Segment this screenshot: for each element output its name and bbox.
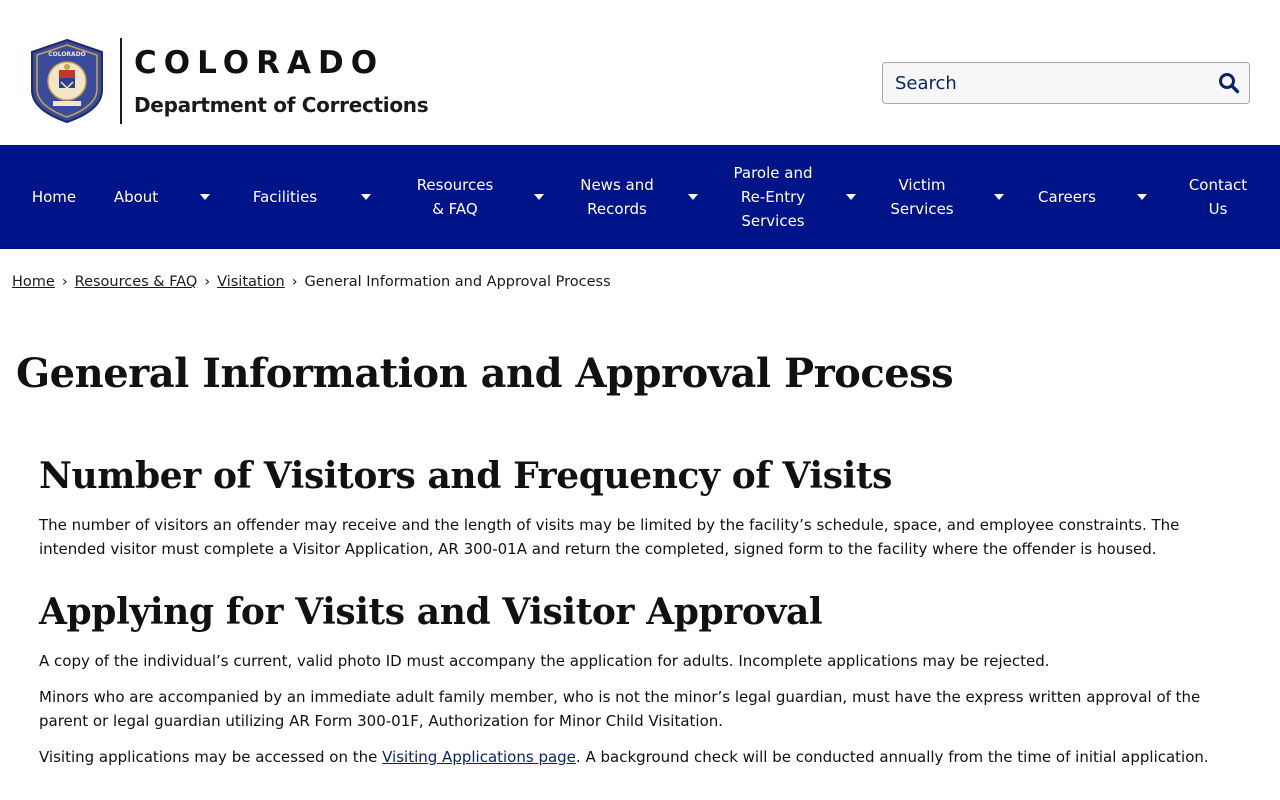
caret-down-icon <box>994 194 1004 200</box>
nav-item-careers[interactable] <box>1026 145 1108 249</box>
breadcrumb-separator: › <box>204 274 211 290</box>
home-logo-link[interactable] <box>28 38 428 124</box>
caret-down-icon <box>361 194 371 200</box>
breadcrumb-separator: › <box>291 274 298 290</box>
nav-item-label: Careers <box>1038 188 1096 206</box>
paragraph-minors: Minors who are accompanied by an immediate adult family member, who is not the minor’s legal guardian, must have the express written approval of the parent or legal guardian utilizing AR Form 300-01F, Authorization for Minor Child Visitation. <box>39 688 1201 730</box>
nav-item-resources[interactable] <box>405 145 505 249</box>
breadcrumb <box>12 274 611 290</box>
nav-news-dropdown-toggle[interactable] <box>681 145 705 249</box>
search-form <box>882 62 1250 104</box>
paragraph-photo-id: A copy of the individual’s current, valid photo ID must accompany the application for adults. Incomplete applications may be rejected. <box>39 652 1050 670</box>
nav-item-label: About <box>113 188 159 206</box>
nav-item-about[interactable] <box>100 145 172 249</box>
main-navigation <box>0 145 1280 249</box>
caret-down-icon <box>534 194 544 200</box>
nav-item-facilities[interactable] <box>240 145 330 249</box>
nav-item-label: Facilities <box>252 188 318 206</box>
main-content <box>39 455 1239 769</box>
nav-item-label: News and Records <box>580 176 654 218</box>
logo-department-name: Department of Corrections <box>134 92 429 117</box>
nav-item-home[interactable] <box>16 145 92 249</box>
seal-text-top: COLORADO <box>48 51 86 58</box>
search-input[interactable] <box>883 63 1209 103</box>
nav-item-label: Contact Us <box>1188 176 1248 218</box>
caret-down-icon <box>688 194 698 200</box>
nav-parole-dropdown-toggle[interactable] <box>839 145 863 249</box>
breadcrumb-separator: › <box>61 274 68 290</box>
paragraph-visitors-frequency: The number of visitors an offender may receive and the length of visits may be limited by the facility’s schedule, space, and employee constraints. The intended visitor must complete a Visitor Application, AR 300-01A and return the completed, signed form to the facility where the offender is housed. <box>39 516 1180 558</box>
nav-item-label: Victim Services <box>890 176 954 218</box>
nav-victim-dropdown-toggle[interactable] <box>987 145 1011 249</box>
logo-text <box>134 46 428 117</box>
nav-careers-dropdown-toggle[interactable] <box>1130 145 1154 249</box>
nav-about-dropdown-toggle[interactable] <box>193 145 217 249</box>
search-icon <box>1218 72 1240 94</box>
nav-item-victim-services[interactable] <box>876 145 968 249</box>
section-heading-applying-approval: Applying for Visits and Visitor Approval <box>39 591 823 633</box>
cdoc-seal-icon <box>28 38 106 124</box>
nav-item-parole-reentry[interactable] <box>718 145 828 249</box>
caret-down-icon <box>200 194 210 200</box>
search-button[interactable] <box>1209 63 1249 103</box>
site-header <box>0 0 1280 145</box>
nav-item-label: Home <box>31 188 77 206</box>
nav-item-news-records[interactable] <box>567 145 667 249</box>
logo-divider <box>120 38 122 124</box>
nav-item-label: Resources & FAQ <box>416 176 494 218</box>
breadcrumb-link-resources[interactable]: Resources & FAQ <box>74 274 198 290</box>
breadcrumb-current-page: General Information and Approval Process <box>304 274 611 290</box>
visiting-applications-link[interactable]: Visiting Applications page <box>382 748 576 766</box>
nav-item-contact-us[interactable] <box>1178 145 1258 249</box>
nav-facilities-dropdown-toggle[interactable] <box>354 145 378 249</box>
page-title: General Information and Approval Process <box>16 350 954 397</box>
caret-down-icon <box>1137 194 1147 200</box>
breadcrumb-link-visitation[interactable]: Visitation <box>217 274 285 290</box>
nav-item-label: Parole and Re-Entry Services <box>733 164 813 230</box>
logo-state-name: COLORADO <box>134 44 385 81</box>
paragraph-visiting-applications: Visiting applications may be accessed on the Visiting Applications page. A background check will be conducted annually from the time of initial application. <box>39 748 1209 766</box>
caret-down-icon <box>846 194 856 200</box>
breadcrumb-link-home[interactable]: Home <box>12 274 55 290</box>
nav-resources-dropdown-toggle[interactable] <box>527 145 551 249</box>
section-heading-visitors-frequency: Number of Visitors and Frequency of Visits <box>39 455 892 497</box>
